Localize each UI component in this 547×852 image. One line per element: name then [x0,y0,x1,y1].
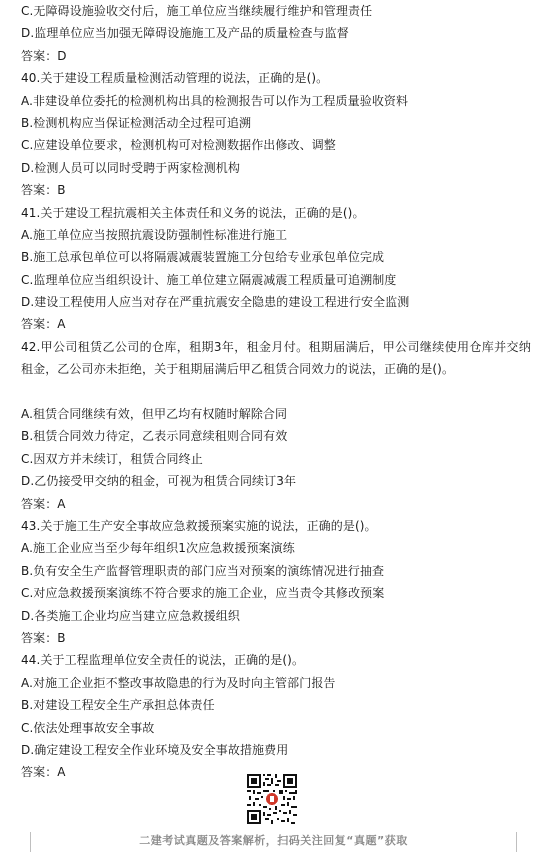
question-41-answer: 答案：A [21,317,66,332]
question-41-option-a: A.施工单位应当按照抗震设防强制性标准进行施工 [21,227,288,242]
question-44-option-b: B.对建设工程安全生产承担总体责任 [21,698,215,713]
answer: 答案：D [21,48,67,63]
question-40-option-c: C.应建设单位要求，检测机构可对检测数据作出修改、调整 [21,138,336,153]
question-44-option-a: A.对施工企业拒不整改事故隐患的行为及时向主管部门报告 [21,675,336,690]
question-41: 41.关于建设工程抗震相关主体责任和义务的说法，正确的是()。 [21,205,365,220]
question-42-option-a: A.租赁合同继续有效，但甲乙均有权随时解除合同 [21,407,288,422]
question-43: 43.关于施工生产安全事故应急救援预案实施的说法，正确的是()。 [21,519,377,533]
question-40-option-d: D.检测人员可以同时受聘于两家检测机构 [21,160,240,175]
qr-code-icon[interactable] [247,774,297,824]
question-40-option-b: B.检测机构应当保证检测活动全过程可追溯 [21,115,252,130]
option-d: D.监理单位应当加强无障碍设施施工及产品的质量检查与监督 [21,26,349,41]
question-42-stem [21,336,531,403]
question-41-option-b: B.施工总承包单位可以将隔震减震装置施工分包给专业承包单位完成 [21,250,385,265]
question-43-answer: 答案：B [21,630,66,645]
question-44-option-d: D.确定建设工程安全作业环境及安全事故措施费用 [21,742,289,757]
document-body [21,0,531,784]
question-43-option-c: C.对应急救援预案演练不符合要求的施工企业，应当责令其修改预案 [21,586,385,601]
option-c: C.无障碍设施验收交付后，施工单位应当继续履行维护和管理责任 [21,4,373,18]
question-42-option-c: C.因双方并未续订，租赁合同终止 [21,451,203,466]
question-41-option-d: D.建设工程使用人应当对存在严重抗震安全隐患的建设工程进行安全监测 [21,295,410,310]
question-44-answer: 答案：A [21,765,66,780]
question-41-option-c: C.监理单位应当组织设计、施工单位建立隔震减震工程质量可追溯制度 [21,272,397,287]
footer-caption: 二建考试真题及答案解析，扫码关注回复“真题”获取 [139,834,408,847]
question-40: 40.关于建设工程质量检测活动管理的说法，正确的是()。 [21,71,329,86]
question-43-option-b: B.负有安全生产监督管理职责的部门应当对预案的演练情况进行抽查 [21,563,385,578]
question-42-option-d: D.乙仍接受甲交纳的租金，可视为租赁合同续订3年 [21,474,297,489]
question-44-option-c: C.依法处理事故安全事故 [21,720,155,735]
question-44: 44.关于工程监理单位安全责任的说法，正确的是()。 [21,653,305,668]
question-40-option-a: A.非建设单位委托的检测机构出具的检测报告可以作为工程质量验收资料 [21,93,409,108]
question-42-option-b: B.租赁合同效力待定，乙表示同意续租则合同有效 [21,429,288,444]
question-40-answer: 答案：B [21,183,66,198]
question-43-option-d: D.各类施工企业均应当建立应急救援组织 [21,608,240,623]
question-43-option-a: A.施工企业应当至少每年组织1次应急救援预案演练 [21,541,295,556]
question-42: 42.甲公司租赁乙公司的仓库，租期3年，租金月付。租期届满后，甲公司继续使用仓库并交纳租金，乙公司亦未拒绝，关于租期届满后甲乙租赁合同效力的说法，正确的是()。 [21,339,531,377]
question-42-answer: 答案：A [21,496,66,511]
